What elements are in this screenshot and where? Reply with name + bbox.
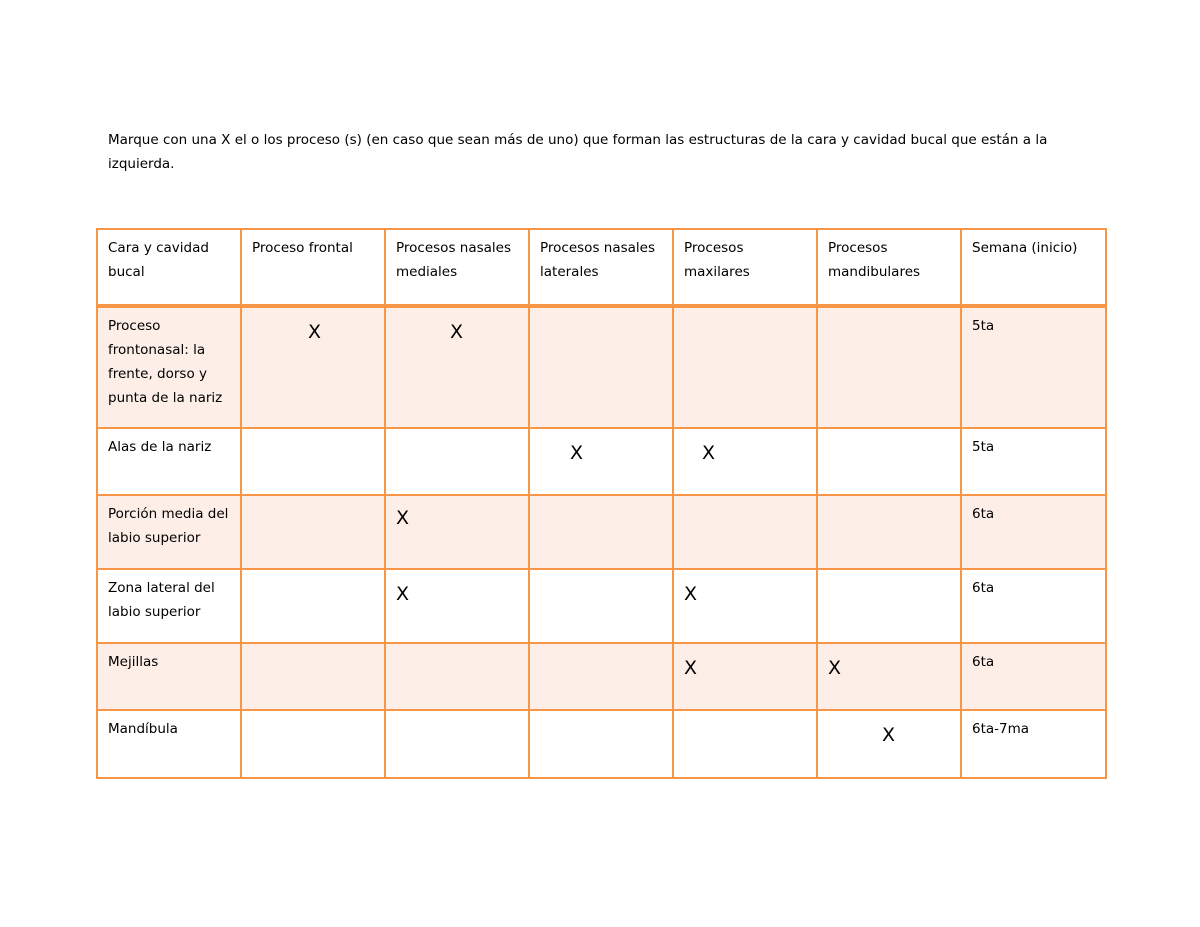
mark-cell (385, 643, 529, 710)
mark-cell (673, 569, 817, 643)
mark-cell (529, 495, 673, 569)
header-semana-inicio: Semana (inicio) (961, 229, 1106, 306)
week-cell: 5ta (961, 428, 1106, 495)
x-mark: X (702, 442, 716, 464)
x-mark: X (450, 321, 464, 343)
table-row (97, 495, 1106, 569)
header-procesos-maxilares: Procesos maxilares (673, 229, 817, 306)
x-mark: X (882, 724, 896, 746)
mark-cell (817, 643, 961, 710)
x-mark: X (828, 657, 842, 679)
mark-cell (673, 428, 817, 495)
header-procesos-nasales-mediales: Procesos nasales mediales (385, 229, 529, 306)
header-proceso-frontal: Proceso frontal (241, 229, 385, 306)
mark-cell (817, 428, 961, 495)
header-cara-cavidad-bucal: Cara y cavidad bucal (97, 229, 241, 306)
x-mark: X (396, 583, 410, 605)
mark-cell (817, 569, 961, 643)
table-row (97, 428, 1106, 495)
mark-cell (385, 710, 529, 778)
week-cell: 6ta (961, 643, 1106, 710)
mark-cell (385, 306, 529, 428)
row-label: Mandíbula (97, 710, 241, 778)
mark-cell (385, 495, 529, 569)
x-mark: X (308, 321, 322, 343)
week-cell: 6ta (961, 569, 1106, 643)
mark-cell (673, 710, 817, 778)
mark-cell (385, 569, 529, 643)
mark-cell (241, 710, 385, 778)
table-header-row (97, 229, 1106, 306)
mark-cell (529, 306, 673, 428)
x-mark: X (396, 507, 410, 529)
mark-cell (673, 306, 817, 428)
mark-cell (673, 643, 817, 710)
mark-cell (385, 428, 529, 495)
table-row (97, 710, 1106, 778)
structures-table (96, 228, 1107, 779)
table-row (97, 643, 1106, 710)
week-cell: 6ta-7ma (961, 710, 1106, 778)
header-procesos-mandibulares: Procesos mandibulares (817, 229, 961, 306)
mark-cell (241, 495, 385, 569)
row-label: Proceso frontonasal: la frente, dorso y punta de la nariz (97, 306, 241, 428)
mark-cell (529, 428, 673, 495)
mark-cell (529, 710, 673, 778)
table-row (97, 569, 1106, 643)
table-row (97, 306, 1106, 428)
mark-cell (817, 495, 961, 569)
mark-cell (817, 710, 961, 778)
mark-cell (241, 428, 385, 495)
x-mark: X (684, 583, 698, 605)
mark-cell (241, 306, 385, 428)
mark-cell (673, 495, 817, 569)
week-cell: 6ta (961, 495, 1106, 569)
row-label: Porción media del labio superior (97, 495, 241, 569)
row-label: Zona lateral del labio superior (97, 569, 241, 643)
mark-cell (241, 569, 385, 643)
week-cell: 5ta (961, 306, 1106, 428)
row-label: Mejillas (97, 643, 241, 710)
mark-cell (817, 306, 961, 428)
mark-cell (241, 643, 385, 710)
x-mark: X (570, 442, 584, 464)
row-label: Alas de la nariz (97, 428, 241, 495)
mark-cell (529, 569, 673, 643)
instructions-text: Marque con una X el o los proceso (s) (en caso que sean más de uno) que forman las estructuras de la cara y cavidad bucal que están a la izquierda. (108, 132, 1048, 172)
header-procesos-nasales-laterales: Procesos nasales laterales (529, 229, 673, 306)
mark-cell (529, 643, 673, 710)
x-mark: X (684, 657, 698, 679)
